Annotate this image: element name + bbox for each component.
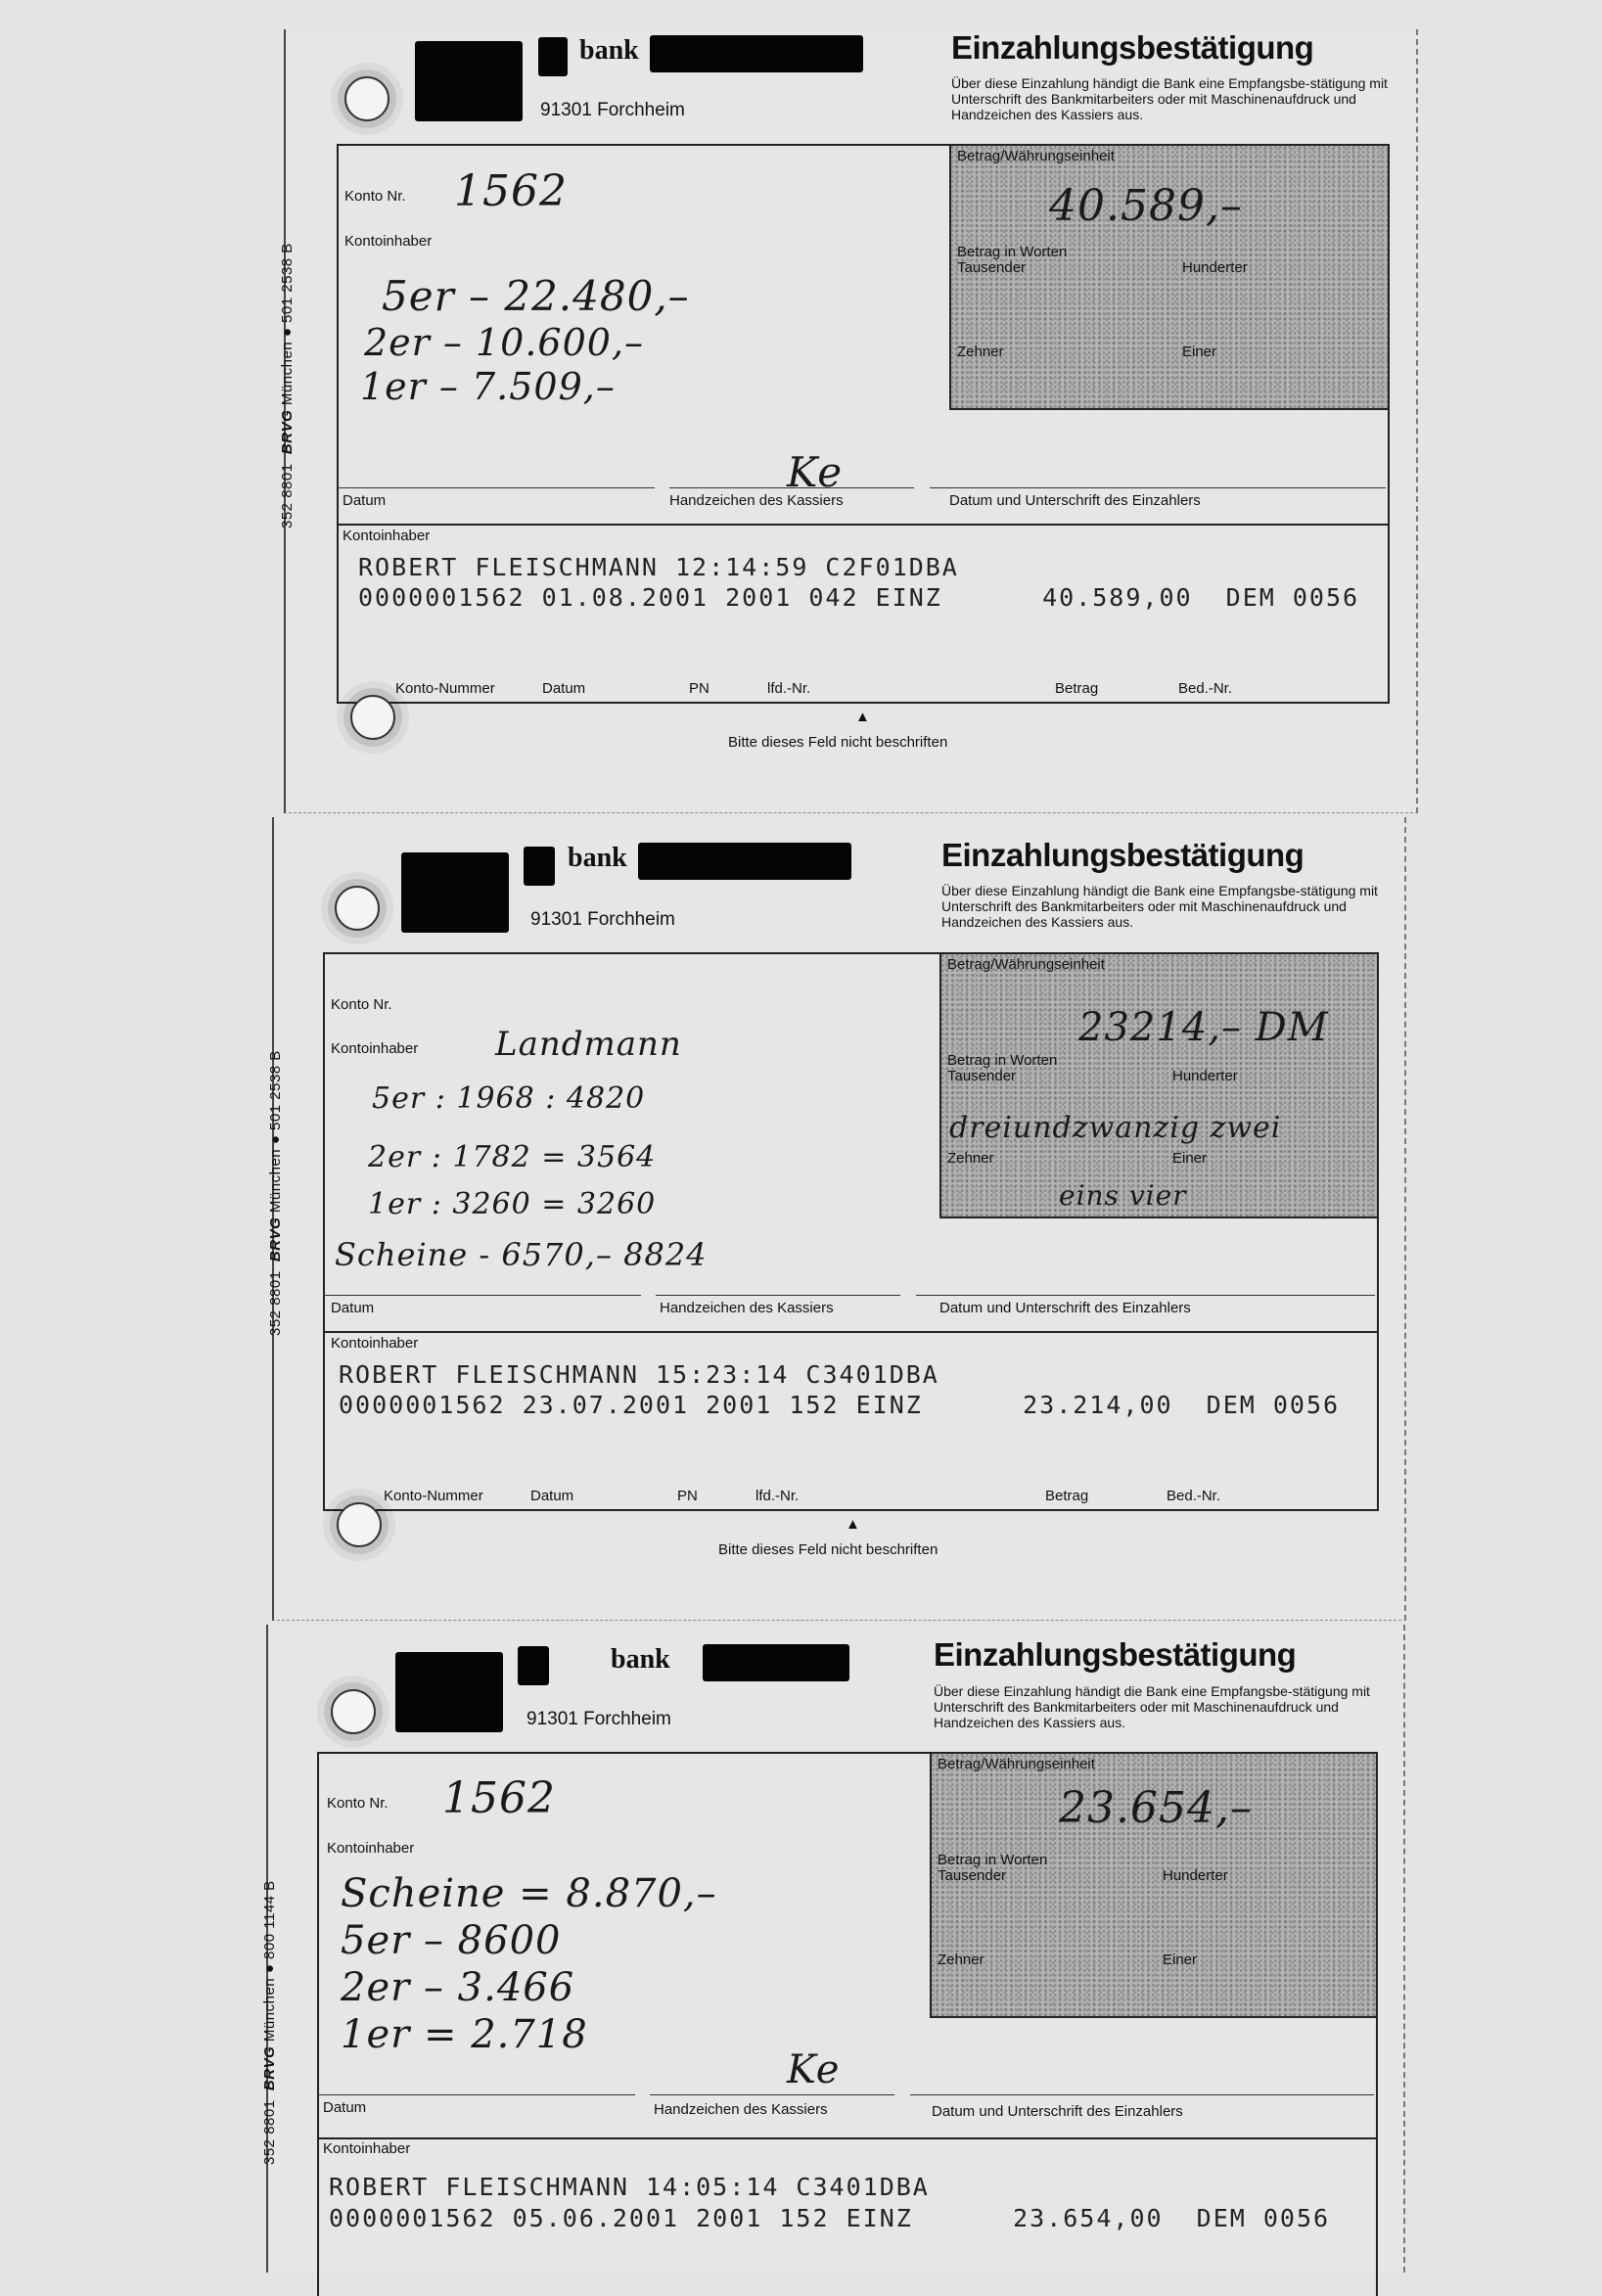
datum-label: Datum	[331, 1300, 375, 1316]
redaction-bar	[524, 847, 555, 886]
machine-print-line-1: ROBERT FLEISCHMANN 15:23:14 C3401DBA	[339, 1360, 939, 1389]
footer-konto-nummer: Konto-Nummer	[395, 680, 495, 697]
hunderter-label: Hunderter	[1172, 1068, 1238, 1084]
bank-name: bank	[568, 843, 627, 873]
in-worten-label: Betrag in Worten	[957, 244, 1068, 260]
machine-print-line-1: ROBERT FLEISCHMANN 14:05:14 C3401DBA	[329, 2173, 930, 2201]
print-kontoinhaber-label: Kontoinhaber	[331, 1335, 419, 1352]
kassier-label: Handzeichen des Kassiers	[654, 2101, 828, 2118]
in-worten-label: Betrag in Worten	[938, 1852, 1048, 1868]
print-kontoinhaber-label: Kontoinhaber	[323, 2140, 411, 2157]
betrag-label: Betrag/Währungseinheit	[947, 956, 1105, 973]
footer-datum: Datum	[530, 1488, 574, 1504]
konto-nr-value: 1562	[454, 166, 568, 216]
form-title: Einzahlungsbestätigung	[941, 837, 1304, 873]
bank-name: bank	[579, 35, 639, 66]
signature-label: Datum und Unterschrift des Einzahlers	[932, 2103, 1183, 2120]
redaction-bar	[518, 1646, 549, 1685]
zehner-label: Zehner	[957, 344, 1004, 360]
redaction-bar	[395, 1652, 503, 1732]
zehner-label: Zehner	[938, 1952, 984, 1968]
footer-pn: PN	[677, 1488, 698, 1504]
datum-line	[337, 487, 655, 488]
redaction-bar	[703, 1644, 849, 1681]
zehner-label: Zehner	[947, 1150, 994, 1167]
kontoinhaber-label: Kontoinhaber	[327, 1840, 415, 1857]
cashier-initials: Ke	[787, 2047, 841, 2092]
form-note: Über diese Einzahlung händigt die Bank eine Empfangsbe-stätigung mit Unterschrift des Bankmitarbeiters oder mit Maschinenaufdruck und Handzeichen des Kassiers aus.	[941, 883, 1378, 930]
amount-in-words-top: dreiundzwanzig zwei	[949, 1111, 1282, 1145]
signature-label: Datum und Unterschrift des Einzahlers	[939, 1300, 1191, 1316]
tausender-label: Tausender	[938, 1867, 1007, 1884]
betrag-label: Betrag/Währungseinheit	[938, 1756, 1095, 1772]
kassier-line	[656, 1295, 900, 1296]
bank-city: 91301 Forchheim	[540, 100, 685, 120]
form-title: Einzahlungsbestätigung	[951, 29, 1314, 66]
konto-nr-label: Konto Nr.	[327, 1795, 389, 1812]
signature-line	[910, 2094, 1374, 2095]
redaction-bar	[538, 37, 568, 76]
handwritten-line: Scheine = 8.870,–	[341, 1871, 717, 1916]
redaction-bar	[415, 41, 523, 121]
bank-city: 91301 Forchheim	[526, 1709, 671, 1729]
datum-label: Datum	[343, 492, 387, 509]
einer-label: Einer	[1172, 1150, 1208, 1167]
amount-box	[939, 952, 1379, 1218]
amount-value: 40.589,–	[1049, 181, 1243, 231]
do-not-write-note: Bitte dieses Feld nicht beschriften	[728, 734, 948, 751]
bank-name: bank	[611, 1644, 670, 1675]
kontoinhaber-label: Kontoinhaber	[331, 1040, 419, 1057]
signature-line	[916, 1295, 1375, 1296]
kontoinhaber-label: Kontoinhaber	[344, 233, 433, 250]
in-worten-label: Betrag in Worten	[947, 1052, 1058, 1069]
punch-hole	[335, 886, 380, 931]
cashier-initials: Ke	[787, 448, 844, 496]
betrag-label: Betrag/Währungseinheit	[957, 148, 1115, 164]
handwritten-line: 1er : 3260 = 3260	[368, 1187, 657, 1221]
handwritten-line: 5er – 22.480,–	[382, 272, 690, 320]
amount-value: 23214,– DM	[1078, 1005, 1329, 1050]
punch-hole	[337, 1502, 382, 1547]
machine-print-line-2: 0000001562 01.08.2001 2001 042 EINZ 40.589,00 DEM 0056	[358, 583, 1360, 612]
form-note: Über diese Einzahlung händigt die Bank eine Empfangsbe-stätigung mit Unterschrift des Bankmitarbeiters oder mit Maschinenaufdruck und Handzeichen des Kassiers aus.	[934, 1683, 1370, 1730]
tausender-label: Tausender	[947, 1068, 1017, 1084]
footer-bed-nr: Bed.-Nr.	[1178, 680, 1233, 697]
machine-print-line-2: 0000001562 23.07.2001 2001 152 EINZ 23.214,00 DEM 0056	[339, 1391, 1341, 1419]
signature-label: Datum und Unterschrift des Einzahlers	[949, 492, 1201, 509]
print-kontoinhaber-label: Kontoinhaber	[343, 528, 431, 544]
handwritten-line: 2er – 10.600,–	[364, 321, 645, 364]
einer-label: Einer	[1163, 1952, 1198, 1968]
handwritten-line: 2er : 1782 = 3564	[368, 1140, 657, 1174]
print-area	[337, 524, 1390, 704]
form-note: Über diese Einzahlung händigt die Bank eine Empfangsbe-stätigung mit Unterschrift des Bankmitarbeiters oder mit Maschinenaufdruck und Handzeichen des Kassiers aus.	[951, 75, 1388, 122]
handwritten-line: Scheine - 6570,– 8824	[335, 1236, 708, 1273]
form-number: 352 8801 BRVG München ● 501 2538 B	[279, 243, 296, 528]
redaction-bar	[401, 852, 509, 933]
hunderter-label: Hunderter	[1182, 259, 1248, 276]
do-not-write-note: Bitte dieses Feld nicht beschriften	[718, 1541, 938, 1558]
footer-betrag: Betrag	[1045, 1488, 1089, 1504]
kassier-label: Handzeichen des Kassiers	[669, 492, 844, 509]
konto-nr-label: Konto Nr.	[344, 188, 406, 205]
amount-box	[930, 1752, 1378, 2018]
amount-in-words-bottom: eins vier	[1059, 1179, 1187, 1212]
footer-lfd-nr: lfd.-Nr.	[767, 680, 811, 697]
konto-nr-label: Konto Nr.	[331, 996, 392, 1013]
deposit-slip-2	[267, 817, 1406, 1621]
hunderter-label: Hunderter	[1163, 1867, 1228, 1884]
machine-print-line-2: 0000001562 05.06.2001 2001 152 EINZ 23.654,00 DEM 0056	[329, 2204, 1331, 2232]
datum-label: Datum	[323, 2099, 367, 2116]
punch-hole	[331, 1689, 376, 1734]
deposit-slip-3	[261, 1625, 1405, 2273]
footer-pn: PN	[689, 680, 709, 697]
redaction-bar	[638, 843, 851, 880]
bank-city: 91301 Forchheim	[530, 909, 675, 930]
punch-hole	[350, 695, 395, 740]
arrow-up-icon: ▲	[855, 709, 870, 725]
footer-betrag: Betrag	[1055, 680, 1099, 697]
form-number: 352 8801 BRVG München ● 800 1144 B	[261, 1880, 278, 2165]
kassier-line	[669, 487, 914, 488]
konto-nr-value: 1562	[442, 1773, 556, 1823]
print-area	[323, 1331, 1379, 1511]
machine-print-line-1: ROBERT FLEISCHMANN 12:14:59 C2F01DBA	[358, 553, 959, 581]
signature-line	[930, 487, 1386, 488]
amount-value: 23.654,–	[1059, 1783, 1253, 1833]
datum-line	[317, 2094, 635, 2095]
einer-label: Einer	[1182, 344, 1217, 360]
arrow-up-icon: ▲	[846, 1516, 860, 1533]
handwritten-line: 2er – 3.466	[341, 1965, 575, 2010]
deposit-slip-1	[279, 29, 1418, 813]
datum-line	[323, 1295, 641, 1296]
kassier-line	[650, 2094, 894, 2095]
handwritten-line: 1er = 2.718	[341, 2012, 588, 2057]
footer-lfd-nr: lfd.-Nr.	[755, 1488, 800, 1504]
amount-box	[949, 144, 1390, 410]
handwritten-line: 1er – 7.509,–	[360, 365, 616, 408]
form-title: Einzahlungsbestätigung	[934, 1636, 1297, 1673]
punch-hole	[344, 76, 389, 121]
kassier-label: Handzeichen des Kassiers	[660, 1300, 834, 1316]
kontoinhaber-value: Landmann	[495, 1025, 682, 1064]
tausender-label: Tausender	[957, 259, 1027, 276]
footer-datum: Datum	[542, 680, 586, 697]
handwritten-line: 5er – 8600	[341, 1918, 562, 1963]
footer-konto-nummer: Konto-Nummer	[384, 1488, 483, 1504]
redaction-bar	[650, 35, 863, 72]
handwritten-line: 5er : 1968 : 4820	[372, 1081, 646, 1116]
form-number: 352 8801 BRVG München ● 501 2538 B	[267, 1050, 284, 1336]
footer-bed-nr: Bed.-Nr.	[1167, 1488, 1221, 1504]
